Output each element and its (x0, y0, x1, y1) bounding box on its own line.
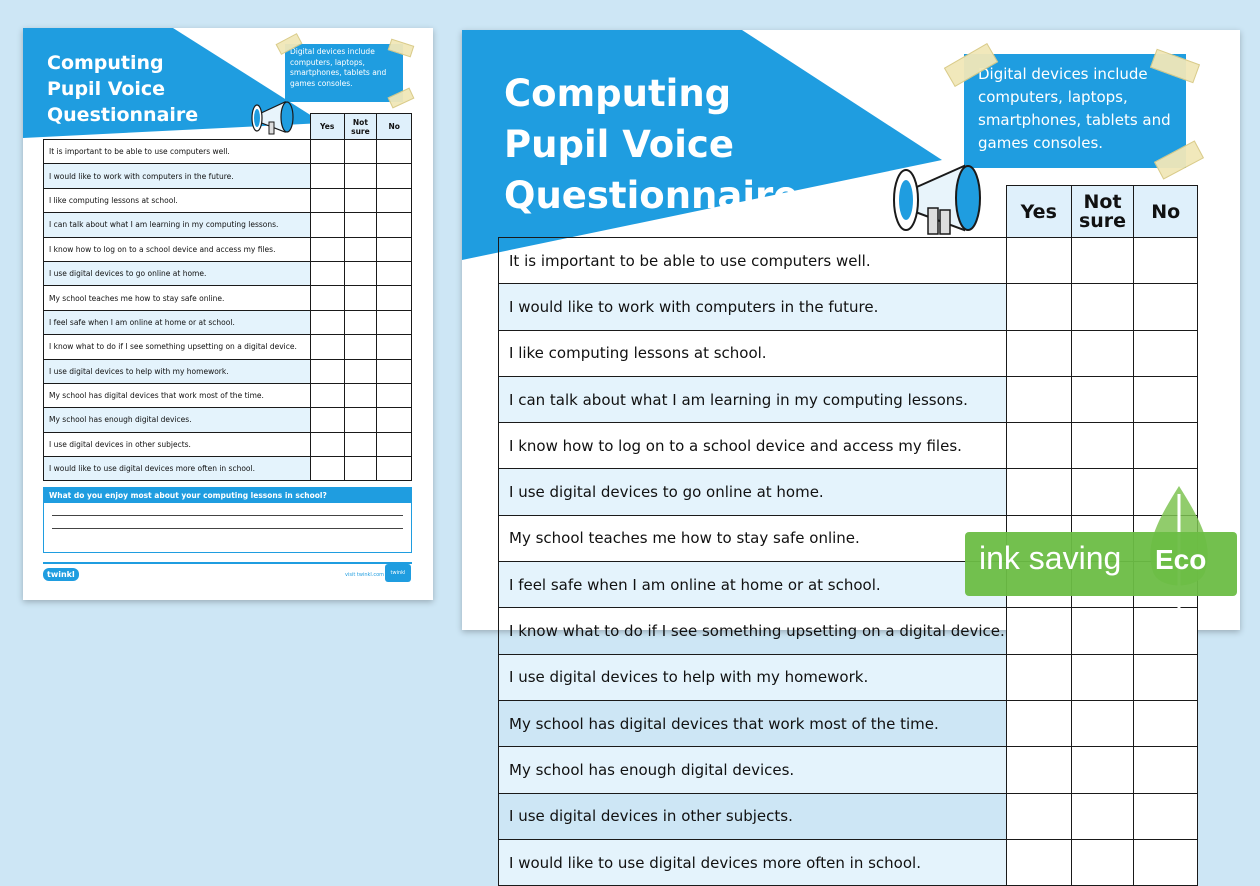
answer-cell-no[interactable] (1134, 284, 1198, 330)
question-text: I know what to do if I see something upsetting on a digital device. (44, 335, 311, 359)
table-row (499, 700, 1198, 746)
answer-cell-yes[interactable] (310, 237, 344, 261)
question-text: I like computing lessons at school. (499, 330, 1007, 376)
col-not-sure: Not sure (1071, 186, 1134, 238)
answer-cell-yes[interactable] (1006, 423, 1071, 469)
answer-cell-no[interactable] (1134, 793, 1198, 839)
table-row (44, 383, 412, 407)
question-text: I feel safe when I am online at home or at school. (44, 310, 311, 334)
question-text: My school has enough digital devices. (499, 747, 1007, 793)
answer-cell-no[interactable] (377, 286, 412, 310)
answer-cell-no[interactable] (377, 310, 412, 334)
answer-cell-no[interactable] (1134, 376, 1198, 422)
answer-cell-not-sure[interactable] (344, 237, 377, 261)
answer-line[interactable] (52, 515, 403, 516)
answer-cell-yes[interactable] (1006, 238, 1071, 284)
answer-cell-not-sure[interactable] (344, 408, 377, 432)
table-row (499, 793, 1198, 839)
answer-line[interactable] (52, 528, 403, 529)
answer-cell-yes[interactable] (1006, 839, 1071, 885)
question-text: It is important to be able to use computers well. (499, 238, 1007, 284)
answer-cell-yes[interactable] (310, 383, 344, 407)
table-row (499, 238, 1198, 284)
answer-cell-no[interactable] (377, 359, 412, 383)
table-row (44, 140, 412, 164)
answer-cell-no[interactable] (1134, 654, 1198, 700)
question-text: My school has enough digital devices. (44, 408, 311, 432)
large-title-line-1: Computing (504, 72, 732, 115)
table-row (44, 432, 412, 456)
answer-cell-not-sure[interactable] (1071, 238, 1134, 284)
small-note: Digital devices include computers, laptops, smartphones, tablets and games consoles. (285, 44, 403, 102)
question-text: My school has digital devices that work most of the time. (499, 700, 1007, 746)
table-row (499, 376, 1198, 422)
table-row (44, 335, 412, 359)
answer-cell-not-sure[interactable] (344, 359, 377, 383)
answer-cell-yes[interactable] (1006, 330, 1071, 376)
answer-cell-not-sure[interactable] (1071, 608, 1134, 654)
answer-cell-no[interactable] (377, 261, 412, 285)
question-text: I use digital devices to help with my homework. (499, 654, 1007, 700)
question-text: I use digital devices to help with my homework. (44, 359, 311, 383)
answer-cell-not-sure[interactable] (1071, 839, 1134, 885)
table-row (499, 608, 1198, 654)
table-row (499, 839, 1198, 885)
table-row (499, 284, 1198, 330)
answer-cell-yes[interactable] (310, 408, 344, 432)
answer-cell-no[interactable] (377, 383, 412, 407)
answer-cell-not-sure[interactable] (344, 164, 377, 188)
small-preview-sheet (23, 28, 433, 600)
answer-cell-no[interactable] (1134, 330, 1198, 376)
large-title-line-3: Questionnaire (504, 174, 799, 217)
table-row (44, 237, 412, 261)
small-title-line-1: Computing (47, 52, 164, 74)
question-text: It is important to be able to use computers well. (44, 140, 311, 164)
table-row (44, 188, 412, 212)
answer-cell-not-sure[interactable] (344, 188, 377, 212)
footer-url: visit twinkl.com (345, 572, 385, 578)
twinkl-badge: twinkl (385, 564, 411, 582)
answer-cell-yes[interactable] (1006, 608, 1071, 654)
answer-cell-not-sure[interactable] (1071, 700, 1134, 746)
question-text: I know how to log on to a school device and access my files. (499, 423, 1007, 469)
question-text: I use digital devices in other subjects. (44, 432, 311, 456)
open-question-label: What do you enjoy most about your computing lessons in school? (44, 488, 411, 503)
answer-cell-no[interactable] (1134, 839, 1198, 885)
col-yes: Yes (1006, 186, 1071, 238)
question-text: I use digital devices to go online at home. (44, 261, 311, 285)
answer-cell-not-sure[interactable] (1071, 793, 1134, 839)
answer-cell-not-sure[interactable] (344, 286, 377, 310)
table-row (44, 408, 412, 432)
question-text: I know what to do if I see something upsetting on a digital device. (499, 608, 1007, 654)
table-row (44, 261, 412, 285)
answer-cell-yes[interactable] (310, 188, 344, 212)
answer-cell-no[interactable] (377, 140, 412, 164)
table-row (44, 457, 412, 481)
col-not-sure: Not sure (344, 114, 377, 140)
answer-cell-yes[interactable] (310, 432, 344, 456)
footer-rule (43, 562, 412, 564)
answer-cell-yes[interactable] (310, 457, 344, 481)
answer-cell-yes[interactable] (1006, 376, 1071, 422)
question-text: I like computing lessons at school. (44, 188, 311, 212)
answer-cell-no[interactable] (377, 335, 412, 359)
answer-cell-not-sure[interactable] (1071, 376, 1134, 422)
question-text: I feel safe when I am online at home or at school. (499, 562, 1007, 608)
col-yes: Yes (310, 114, 344, 140)
answer-cell-yes[interactable] (1006, 284, 1071, 330)
question-text: My school teaches me how to stay safe online. (499, 515, 1007, 561)
question-text: I would like to use digital devices more often in school. (499, 839, 1007, 885)
question-text: I would like to use digital devices more often in school. (44, 457, 311, 481)
question-text: I would like to work with computers in the future. (44, 164, 311, 188)
question-text: I use digital devices in other subjects. (499, 793, 1007, 839)
answer-cell-not-sure[interactable] (1071, 747, 1134, 793)
question-text: I use digital devices to go online at home. (499, 469, 1007, 515)
answer-cell-not-sure[interactable] (1071, 423, 1134, 469)
answer-cell-yes[interactable] (310, 286, 344, 310)
answer-cell-not-sure[interactable] (344, 335, 377, 359)
question-text: I know how to log on to a school device and access my files. (44, 237, 311, 261)
answer-cell-not-sure[interactable] (344, 261, 377, 285)
answer-cell-no[interactable] (377, 408, 412, 432)
answer-cell-not-sure[interactable] (1071, 284, 1134, 330)
col-no: No (1134, 186, 1198, 238)
answer-cell-yes[interactable] (1006, 654, 1071, 700)
col-no: No (377, 114, 412, 140)
answer-cell-no[interactable] (1134, 700, 1198, 746)
large-title-line-2: Pupil Voice (504, 123, 734, 166)
question-text: I would like to work with computers in the future. (499, 284, 1007, 330)
question-text: My school teaches me how to stay safe online. (44, 286, 311, 310)
answer-cell-no[interactable] (377, 213, 412, 237)
answer-cell-not-sure[interactable] (344, 457, 377, 481)
answer-cell-no[interactable] (377, 188, 412, 212)
question-text: I can talk about what I am learning in my computing lessons. (499, 376, 1007, 422)
table-row (499, 654, 1198, 700)
answer-cell-yes[interactable] (310, 310, 344, 334)
answer-cell-yes[interactable] (1006, 700, 1071, 746)
answer-cell-yes[interactable] (310, 213, 344, 237)
small-title-line-2: Pupil Voice (47, 78, 166, 100)
eco-label: Eco (1155, 544, 1207, 575)
twinkl-logo: twinkl (43, 568, 79, 581)
answer-cell-yes[interactable] (310, 164, 344, 188)
large-note: Digital devices include computers, laptops, smartphones, tablets and games consoles. (964, 54, 1186, 168)
ink-saving-label: ink saving (979, 540, 1122, 576)
answer-cell-no[interactable] (377, 457, 412, 481)
answer-cell-yes[interactable] (310, 261, 344, 285)
answer-cell-not-sure[interactable] (344, 140, 377, 164)
question-text: I can talk about what I am learning in my computing lessons. (44, 213, 311, 237)
answer-cell-no[interactable] (1134, 747, 1198, 793)
table-row (44, 310, 412, 334)
answer-cell-not-sure[interactable] (344, 432, 377, 456)
answer-cell-not-sure[interactable] (1071, 330, 1134, 376)
table-row (499, 747, 1198, 793)
ink-saving-eco-badge (965, 484, 1237, 596)
answer-cell-yes[interactable] (1006, 793, 1071, 839)
answer-cell-no[interactable] (1134, 423, 1198, 469)
answer-cell-yes[interactable] (310, 140, 344, 164)
table-row (499, 423, 1198, 469)
small-title-line-3: Questionnaire (47, 104, 199, 126)
answer-cell-not-sure[interactable] (344, 383, 377, 407)
table-row (44, 359, 412, 383)
answer-cell-not-sure[interactable] (344, 213, 377, 237)
answer-cell-no[interactable] (377, 432, 412, 456)
table-row (44, 286, 412, 310)
answer-cell-yes[interactable] (310, 335, 344, 359)
answer-cell-not-sure[interactable] (1071, 654, 1134, 700)
answer-cell-yes[interactable] (310, 359, 344, 383)
answer-cell-no[interactable] (377, 164, 412, 188)
answer-cell-yes[interactable] (1006, 747, 1071, 793)
answer-cell-no[interactable] (377, 237, 412, 261)
small-open-question-box (43, 487, 412, 553)
question-text: My school has digital devices that work most of the time. (44, 383, 311, 407)
table-row (44, 164, 412, 188)
answer-cell-not-sure[interactable] (344, 310, 377, 334)
table-row (499, 330, 1198, 376)
small-questionnaire-table (43, 113, 412, 481)
table-row (44, 213, 412, 237)
answer-cell-no[interactable] (1134, 238, 1198, 284)
